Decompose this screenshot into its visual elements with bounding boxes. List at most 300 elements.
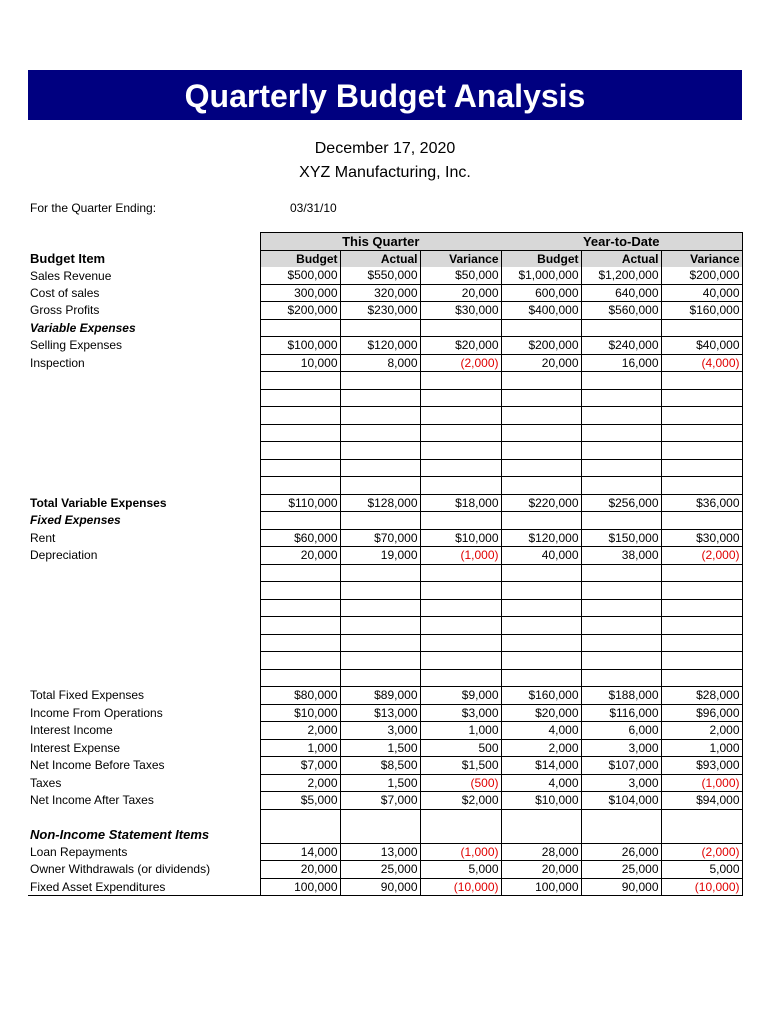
- cell-empty: [340, 809, 420, 826]
- cell-value: $96,000: [661, 704, 742, 722]
- row-gross-profits: [28, 302, 742, 320]
- cell-empty: [420, 407, 501, 425]
- cell-value: 2,000: [501, 739, 581, 757]
- cell-value: 25,000: [581, 861, 661, 879]
- cell-empty: [581, 599, 661, 617]
- cell-empty: [260, 407, 340, 425]
- section-variable-expenses: [28, 319, 742, 337]
- cell-empty: [340, 617, 420, 635]
- cell-empty: [420, 617, 501, 635]
- cell-value: $120,000: [340, 337, 420, 355]
- section-label: Fixed Expenses: [30, 513, 121, 528]
- row-total-fixed: [28, 687, 742, 705]
- row-owner-withdrawals: [28, 861, 742, 879]
- row-label-empty: [28, 442, 260, 460]
- cell-value: $93,000: [661, 757, 742, 775]
- cell-empty: [260, 599, 340, 617]
- cell-empty: [581, 319, 661, 337]
- cell-empty: [581, 809, 661, 826]
- row-label: Taxes: [30, 775, 62, 790]
- cell-empty: [340, 634, 420, 652]
- section-non-income: [28, 826, 742, 843]
- cell-empty: [260, 652, 340, 670]
- cell-value: $10,000: [260, 704, 340, 722]
- cell-value: 20,000: [260, 861, 340, 879]
- cell-empty: [501, 582, 581, 600]
- cell-empty: [340, 582, 420, 600]
- cell-value: $8,500: [340, 757, 420, 775]
- cell-empty: [260, 809, 340, 826]
- row-label: Net Income Before Taxes: [30, 758, 165, 773]
- cell-empty: [260, 634, 340, 652]
- cell-empty: [340, 424, 420, 442]
- row-label-empty: [28, 634, 260, 652]
- cell-empty: [420, 564, 501, 582]
- cell-empty: [260, 372, 340, 390]
- cell-empty: [340, 599, 420, 617]
- empty-row: [28, 424, 742, 442]
- cell-value: $89,000: [340, 687, 420, 705]
- cell-value: $94,000: [661, 792, 742, 810]
- cell-value: $18,000: [420, 494, 501, 512]
- cell-value: 2,000: [260, 722, 340, 740]
- cell-value: 500: [420, 739, 501, 757]
- cell-empty: [581, 669, 661, 687]
- cell-empty: [260, 617, 340, 635]
- row-label: Total Variable Expenses: [30, 495, 167, 510]
- cell-empty: [661, 599, 742, 617]
- cell-empty: [661, 634, 742, 652]
- cell-value: (1,000): [420, 843, 501, 861]
- cell-value: 4,000: [501, 774, 581, 792]
- header-this-quarter: This Quarter: [260, 233, 501, 251]
- row-income-operations: [28, 704, 742, 722]
- cell-empty: [340, 564, 420, 582]
- cell-empty: [581, 617, 661, 635]
- empty-row: [28, 582, 742, 600]
- header-year-to-date: Year-to-Date: [501, 233, 742, 251]
- row-depreciation: [28, 547, 742, 565]
- cell-value: $550,000: [340, 267, 420, 284]
- cell-empty: [340, 389, 420, 407]
- cell-empty: [260, 389, 340, 407]
- cell-value: $1,200,000: [581, 267, 661, 284]
- cell-value: $240,000: [581, 337, 661, 355]
- row-interest-income: [28, 722, 742, 740]
- cell-value: $150,000: [581, 529, 661, 547]
- cell-value: 4,000: [501, 722, 581, 740]
- cell-empty: [420, 319, 501, 337]
- report-title: Quarterly Budget Analysis: [28, 70, 742, 120]
- cell-value: 640,000: [581, 284, 661, 302]
- row-cost-of-sales: [28, 284, 742, 302]
- cell-empty: [581, 407, 661, 425]
- cell-value: $116,000: [581, 704, 661, 722]
- cell-value: $3,000: [420, 704, 501, 722]
- cell-empty: [501, 442, 581, 460]
- empty-row: [28, 599, 742, 617]
- section-label: Variable Expenses: [30, 320, 136, 335]
- cell-empty: [581, 582, 661, 600]
- cell-value: 14,000: [260, 843, 340, 861]
- cell-value: $188,000: [581, 687, 661, 705]
- cell-value: $13,000: [340, 704, 420, 722]
- cell-value: $70,000: [340, 529, 420, 547]
- row-label-empty: [28, 424, 260, 442]
- cell-empty: [661, 407, 742, 425]
- row-total-variable: [28, 494, 742, 512]
- cell-value: $5,000: [260, 792, 340, 810]
- cell-value: 3,000: [581, 739, 661, 757]
- cell-empty: [581, 389, 661, 407]
- cell-empty: [340, 459, 420, 477]
- cell-value: $50,000: [420, 267, 501, 284]
- budget-table: [28, 232, 743, 896]
- cell-empty: [501, 424, 581, 442]
- cell-value: 1,500: [340, 774, 420, 792]
- cell-value: (1,000): [420, 547, 501, 565]
- column-header: Budget: [501, 250, 581, 267]
- row-interest-expense: [28, 739, 742, 757]
- row-label: Interest Expense: [30, 740, 121, 755]
- cell-empty: [581, 459, 661, 477]
- row-label: Gross Profits: [30, 303, 100, 318]
- cell-empty: [260, 512, 340, 530]
- cell-empty: [501, 599, 581, 617]
- cell-empty: [340, 512, 420, 530]
- cell-empty: [661, 477, 742, 495]
- cell-value: 20,000: [501, 861, 581, 879]
- cell-empty: [661, 319, 742, 337]
- row-selling-expenses: [28, 337, 742, 355]
- cell-empty: [661, 564, 742, 582]
- row-fixed-asset: [28, 878, 742, 896]
- cell-value: $40,000: [661, 337, 742, 355]
- cell-empty: [501, 512, 581, 530]
- cell-empty: [661, 582, 742, 600]
- cell-empty: [661, 389, 742, 407]
- cell-value: 20,000: [260, 547, 340, 565]
- section-label: Non-Income Statement Items: [30, 827, 210, 842]
- cell-value: $160,000: [661, 302, 742, 320]
- cell-value: $110,000: [260, 494, 340, 512]
- cell-value: $400,000: [501, 302, 581, 320]
- row-label: Total Fixed Expenses: [30, 688, 145, 703]
- row-label-empty: [28, 407, 260, 425]
- cell-value: 8,000: [340, 354, 420, 372]
- cell-value: 20,000: [420, 284, 501, 302]
- cell-empty: [420, 599, 501, 617]
- quarter-ending-label: For the Quarter Ending:: [30, 201, 157, 215]
- row-label: Inspection: [30, 355, 85, 370]
- row-net-before-taxes: [28, 757, 742, 775]
- column-header: Actual: [581, 250, 661, 267]
- cell-value: 28,000: [501, 843, 581, 861]
- cell-value: $7,000: [340, 792, 420, 810]
- cell-value: $100,000: [260, 337, 340, 355]
- cell-value: 25,000: [340, 861, 420, 879]
- cell-empty: [420, 477, 501, 495]
- cell-value: 300,000: [260, 284, 340, 302]
- cell-empty: [661, 424, 742, 442]
- section-fixed-expenses: [28, 512, 742, 530]
- empty-row: [28, 459, 742, 477]
- row-label: Rent: [30, 530, 56, 545]
- cell-value: $200,000: [260, 302, 340, 320]
- cell-value: $10,000: [420, 529, 501, 547]
- cell-empty: [581, 442, 661, 460]
- cell-value: $128,000: [340, 494, 420, 512]
- cell-value: 38,000: [581, 547, 661, 565]
- row-rent: [28, 529, 742, 547]
- cell-value: $28,000: [661, 687, 742, 705]
- cell-value: $104,000: [581, 792, 661, 810]
- empty-row: [28, 669, 742, 687]
- cell-empty: [340, 372, 420, 390]
- cell-empty: [661, 652, 742, 670]
- cell-empty: [581, 564, 661, 582]
- cell-empty: [420, 634, 501, 652]
- row-label-empty: [28, 617, 260, 635]
- cell-value: $80,000: [260, 687, 340, 705]
- cell-empty: [501, 319, 581, 337]
- cell-empty: [501, 669, 581, 687]
- cell-empty: [340, 477, 420, 495]
- cell-value: (4,000): [661, 354, 742, 372]
- cell-value: 90,000: [581, 878, 661, 896]
- group-header-row: [28, 233, 742, 251]
- cell-value: 90,000: [340, 878, 420, 896]
- cell-value: $14,000: [501, 757, 581, 775]
- cell-empty: [501, 652, 581, 670]
- cell-value: 2,000: [260, 774, 340, 792]
- cell-value: $2,000: [420, 792, 501, 810]
- cell-empty: [420, 459, 501, 477]
- cell-empty: [340, 442, 420, 460]
- cell-empty: [501, 372, 581, 390]
- cell-value: $10,000: [501, 792, 581, 810]
- cell-empty: [340, 652, 420, 670]
- empty-row: [28, 389, 742, 407]
- cell-value: (2,000): [661, 843, 742, 861]
- cell-value: 40,000: [501, 547, 581, 565]
- cell-value: 5,000: [661, 861, 742, 879]
- cell-value: (2,000): [420, 354, 501, 372]
- row-label-empty: [28, 459, 260, 477]
- row-label: Fixed Asset Expenditures: [28, 878, 260, 896]
- cell-empty: [420, 372, 501, 390]
- cell-value: $120,000: [501, 529, 581, 547]
- cell-empty: [420, 669, 501, 687]
- cell-empty: [661, 459, 742, 477]
- cell-value: $560,000: [581, 302, 661, 320]
- cell-value: $220,000: [501, 494, 581, 512]
- row-label-empty: [28, 809, 260, 826]
- cell-value: $1,000,000: [501, 267, 581, 284]
- cell-value: 1,000: [661, 739, 742, 757]
- cell-empty: [661, 809, 742, 826]
- cell-empty: [340, 669, 420, 687]
- row-label: Owner Withdrawals (or dividends): [30, 862, 211, 877]
- row-loan-repayments: [28, 843, 742, 861]
- cell-empty: [420, 389, 501, 407]
- cell-empty: [501, 407, 581, 425]
- cell-value: $230,000: [340, 302, 420, 320]
- row-label-empty: [28, 389, 260, 407]
- cell-empty: [661, 617, 742, 635]
- row-label: Cost of sales: [30, 285, 100, 300]
- report-date: December 17, 2020: [314, 140, 456, 157]
- row-label-empty: [28, 372, 260, 390]
- cell-empty: [420, 809, 501, 826]
- cell-empty: [501, 634, 581, 652]
- cell-empty: [420, 442, 501, 460]
- cell-empty: [581, 477, 661, 495]
- empty-row: [28, 564, 742, 582]
- empty-row: [28, 617, 742, 635]
- cell-value: 19,000: [340, 547, 420, 565]
- row-sales-revenue: [28, 267, 742, 284]
- cell-empty: [581, 652, 661, 670]
- cell-empty: [581, 634, 661, 652]
- cell-empty: [260, 564, 340, 582]
- empty-row: [28, 407, 742, 425]
- quarter-ending-value: 03/31/10: [290, 201, 337, 215]
- cell-value: 1,000: [420, 722, 501, 740]
- header-spacer: [28, 233, 260, 251]
- cell-value: $36,000: [661, 494, 742, 512]
- row-label: Net Income After Taxes: [30, 793, 154, 808]
- row-label-empty: [28, 652, 260, 670]
- cell-value: $256,000: [581, 494, 661, 512]
- row-label: Loan Repayments: [30, 844, 128, 859]
- cell-value: (10,000): [661, 878, 742, 896]
- cell-value: 100,000: [260, 878, 340, 896]
- row-label-empty: [28, 599, 260, 617]
- cell-empty: [661, 442, 742, 460]
- cell-value: 1,000: [260, 739, 340, 757]
- spacer-row: [28, 809, 742, 826]
- row-label: Selling Expenses: [30, 338, 123, 353]
- cell-value: $60,000: [260, 529, 340, 547]
- cell-empty: [501, 459, 581, 477]
- cell-empty: [661, 372, 742, 390]
- cell-value: 40,000: [661, 284, 742, 302]
- cell-empty: [420, 826, 501, 843]
- row-taxes: [28, 774, 742, 792]
- empty-row: [28, 372, 742, 390]
- cell-empty: [581, 424, 661, 442]
- cell-value: 13,000: [340, 843, 420, 861]
- cell-empty: [420, 424, 501, 442]
- column-header: Variance: [661, 250, 742, 267]
- row-net-after-taxes: [28, 792, 742, 810]
- cell-value: $30,000: [661, 529, 742, 547]
- row-label-empty: [28, 669, 260, 687]
- cell-empty: [581, 512, 661, 530]
- row-inspection: [28, 354, 742, 372]
- cell-value: (500): [420, 774, 501, 792]
- cell-empty: [581, 372, 661, 390]
- column-header: Budget: [260, 250, 340, 267]
- row-label: Depreciation: [30, 548, 98, 563]
- cell-value: 5,000: [420, 861, 501, 879]
- cell-value: 26,000: [581, 843, 661, 861]
- cell-value: 320,000: [340, 284, 420, 302]
- cell-value: $30,000: [420, 302, 501, 320]
- cell-value: $7,000: [260, 757, 340, 775]
- cell-value: $500,000: [260, 267, 340, 284]
- cell-empty: [260, 442, 340, 460]
- cell-empty: [420, 652, 501, 670]
- cell-value: 6,000: [581, 722, 661, 740]
- cell-empty: [501, 809, 581, 826]
- cell-value: 2,000: [661, 722, 742, 740]
- empty-row: [28, 477, 742, 495]
- empty-row: [28, 652, 742, 670]
- cell-empty: [501, 389, 581, 407]
- cell-value: $9,000: [420, 687, 501, 705]
- cell-empty: [661, 826, 742, 843]
- company-name: XYZ Manufacturing, Inc.: [299, 164, 471, 181]
- cell-empty: [340, 319, 420, 337]
- empty-row: [28, 442, 742, 460]
- cell-value: $160,000: [501, 687, 581, 705]
- cell-empty: [260, 459, 340, 477]
- cell-empty: [260, 319, 340, 337]
- header-budget-item: Budget Item: [30, 251, 106, 266]
- cell-value: 1,500: [340, 739, 420, 757]
- cell-empty: [260, 582, 340, 600]
- cell-value: $200,000: [501, 337, 581, 355]
- cell-empty: [340, 407, 420, 425]
- cell-value: 3,000: [340, 722, 420, 740]
- cell-empty: [420, 582, 501, 600]
- column-header-row: [28, 250, 742, 267]
- cell-empty: [260, 669, 340, 687]
- column-header: Variance: [420, 250, 501, 267]
- cell-value: 10,000: [260, 354, 340, 372]
- cell-value: $20,000: [501, 704, 581, 722]
- cell-empty: [501, 564, 581, 582]
- cell-value: $20,000: [420, 337, 501, 355]
- cell-value: 16,000: [581, 354, 661, 372]
- cell-empty: [420, 512, 501, 530]
- cell-empty: [260, 477, 340, 495]
- empty-row: [28, 634, 742, 652]
- cell-value: (10,000): [420, 878, 501, 896]
- cell-value: $200,000: [661, 267, 742, 284]
- cell-empty: [260, 826, 340, 843]
- cell-empty: [661, 669, 742, 687]
- row-label: Sales Revenue: [30, 268, 112, 283]
- row-label: Interest Income: [30, 723, 113, 738]
- cell-empty: [581, 826, 661, 843]
- cell-value: $107,000: [581, 757, 661, 775]
- cell-empty: [340, 826, 420, 843]
- column-header: Actual: [340, 250, 420, 267]
- row-label: Income From Operations: [30, 705, 163, 720]
- row-label-empty: [28, 564, 260, 582]
- row-label-empty: [28, 582, 260, 600]
- cell-empty: [501, 477, 581, 495]
- cell-empty: [661, 512, 742, 530]
- cell-value: (1,000): [661, 774, 742, 792]
- cell-empty: [260, 424, 340, 442]
- cell-value: (2,000): [661, 547, 742, 565]
- cell-value: 600,000: [501, 284, 581, 302]
- row-label-empty: [28, 477, 260, 495]
